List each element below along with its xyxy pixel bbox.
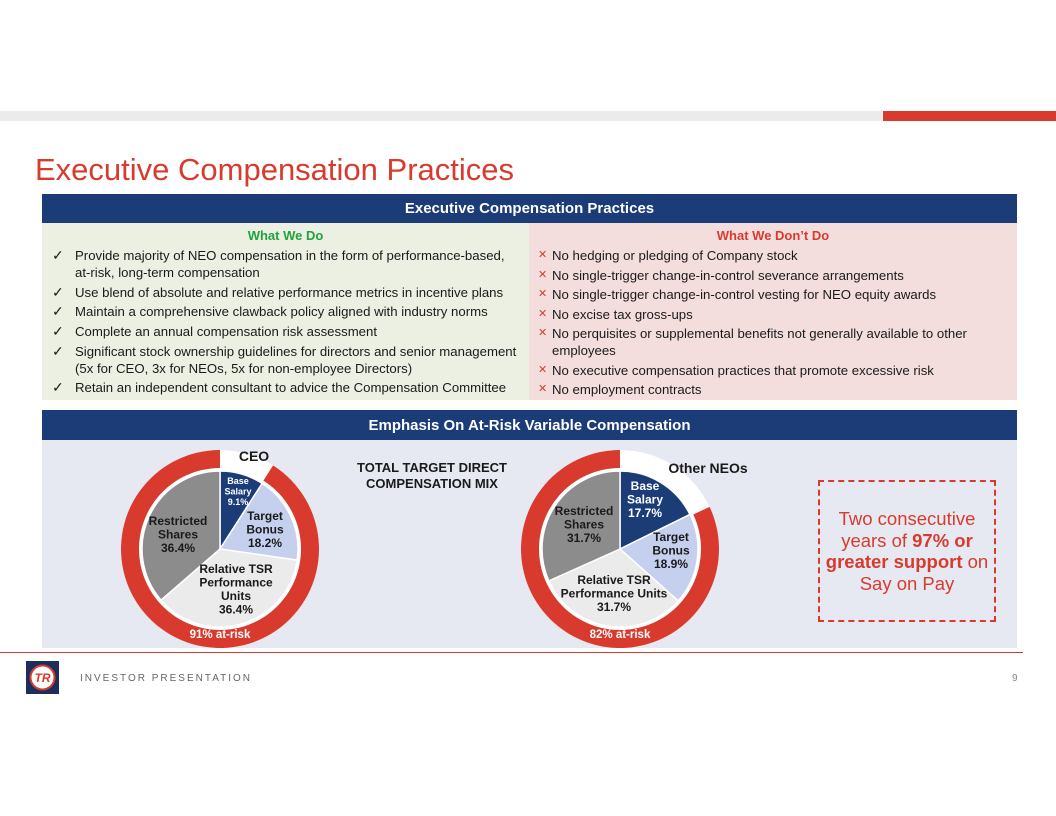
list-item-text: No hedging or pledging of Company stock (552, 248, 798, 263)
list-item-text: Maintain a comprehensive clawback policy aligned with industry norms (75, 304, 488, 320)
slice-value-label: 36.4% (160, 541, 196, 555)
chart-title: CEO (238, 448, 270, 464)
cross-icon: ✕ (538, 288, 548, 300)
check-icon: ✓ (52, 379, 64, 396)
at-risk-label: 91% at-risk (189, 629, 251, 641)
list-item-text: Use blend of absolute and relative performance metrics in incentive plans (75, 284, 504, 300)
slice-label-line: Salary (224, 486, 252, 497)
list-item-text: No excise tax gross-ups (552, 306, 693, 322)
slice-label (224, 476, 251, 507)
slice-label-line: Bonus (246, 522, 284, 537)
check-icon: ✓ (52, 283, 64, 300)
slice-label-line: Base (227, 476, 249, 486)
mix-title-line: TOTAL TARGET DIRECT (357, 460, 507, 475)
list-item-text: No single-trigger change-in-control vesting for NEO equity awards (552, 287, 937, 302)
mix-title (357, 460, 507, 491)
footer-label: INVESTOR PRESENTATION (80, 673, 253, 684)
callout-text (820, 508, 994, 594)
slice-label-line: Restricted (554, 504, 614, 518)
list-item-text: No perquisites or supplemental benefits not generally available to other employees (552, 326, 967, 358)
slice-label-line: Target (653, 530, 689, 544)
what-we-do-heading: What We Do (247, 228, 324, 243)
slice-label-line: Shares (157, 527, 199, 542)
cross-icon: ✕ (538, 383, 548, 395)
list-item-text: Complete an annual compensation risk assessment (75, 324, 378, 340)
list-item-text: No single-trigger change-in-control severance arrangements (552, 267, 904, 283)
list-item-text: No executive compensation practices that promote excessive risk (552, 362, 934, 378)
page-number: 9 (1012, 673, 1018, 684)
check-icon: ✓ (52, 303, 64, 320)
slice-label (627, 479, 663, 520)
slice-label-line: Target (247, 509, 283, 523)
callout-emphasis: 97% or greater support (825, 529, 973, 572)
list-item-text: No employment contracts (552, 382, 702, 397)
list-item-text: Provide majority of NEO compensation in the form of performance-based, at-risk, long-term compensation (75, 248, 505, 280)
slice-value-label: 36.4% (218, 602, 254, 617)
slice-label-line: Performance Units (560, 586, 668, 601)
say-on-pay-callout (818, 480, 996, 622)
at-risk-label: 82% at-risk (589, 629, 651, 641)
slice-label (652, 530, 690, 571)
check-icon: ✓ (52, 342, 64, 359)
slice-value-label: 9.1% (227, 497, 249, 507)
emphasis-header: Emphasis On At-Risk Variable Compensation (42, 410, 1017, 440)
slice-label-line: Performance (199, 575, 273, 590)
slice-label-line: Relative TSR (199, 562, 273, 576)
cross-icon: ✕ (538, 307, 548, 320)
page-title: Executive Compensation Practices (35, 152, 515, 187)
check-icon: ✓ (52, 323, 64, 340)
slice-label-line: Bonus (652, 543, 690, 558)
mix-title-line: COMPENSATION MIX (366, 476, 498, 491)
footer-divider (0, 652, 1023, 653)
slice-value-label: 18.9% (653, 557, 689, 571)
slice-value-label: 31.7% (566, 531, 602, 545)
slice-value-label: 17.7% (627, 506, 663, 520)
slice-value-label: 31.7% (596, 600, 632, 614)
cross-icon: ✕ (538, 363, 548, 376)
slice-label-line: Restricted (148, 514, 208, 528)
check-icon: ✓ (52, 247, 64, 263)
slice-label-line: Relative TSR (577, 573, 651, 587)
cross-icon: ✕ (538, 268, 548, 281)
logo-text: TR (34, 671, 51, 685)
slice-label-line: Base (630, 479, 660, 493)
cross-icon: ✕ (538, 327, 548, 339)
callout-pre: Two consecutive years of (838, 508, 976, 551)
slice-label (246, 509, 284, 550)
slice-value-label: 18.2% (247, 536, 283, 550)
cross-icon: ✕ (538, 249, 548, 261)
slice-label-line: Shares (563, 517, 605, 532)
what-we-dont-do-heading: What We Don’t Do (716, 228, 830, 243)
practices-header: Executive Compensation Practices (42, 194, 1017, 223)
company-logo (26, 661, 59, 694)
slice-label-line: Salary (626, 492, 664, 507)
list-item-text: Retain an independent consultant to advice the Compensation Committee (75, 380, 507, 396)
list-item-text: Significant stock ownership guidelines for directors and senior management (5x for CEO, 3x for NEOs, 5x for non-employee Directors) (75, 343, 517, 376)
chart-title: Other NEOs (668, 460, 748, 476)
callout-post: on Say on Pay (859, 551, 989, 594)
slice-label-line: Units (221, 589, 251, 603)
